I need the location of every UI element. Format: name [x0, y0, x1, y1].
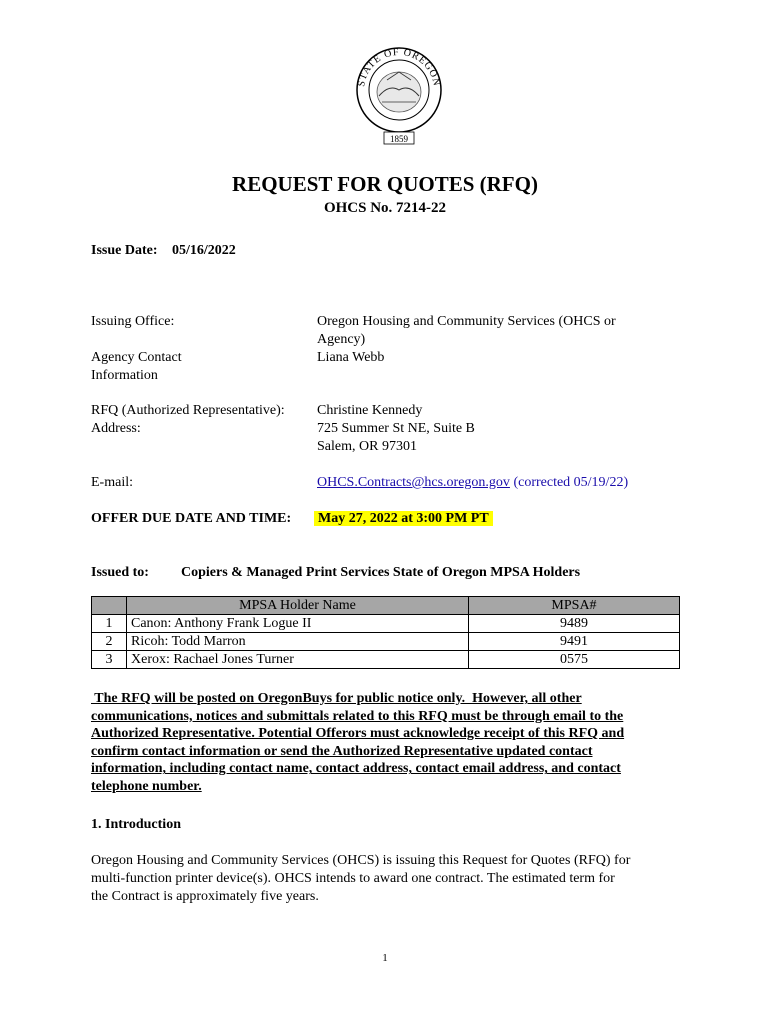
email-link[interactable]: OHCS.Contracts@hcs.oregon.gov: [317, 475, 510, 490]
rfq-number: OHCS No. 7214-22: [323, 200, 447, 216]
table-row: [92, 651, 680, 669]
seal-year: 1859: [390, 134, 408, 144]
rfq-rep-label: RFQ (Authorized Representative):: [91, 403, 285, 418]
row-num: 3: [92, 651, 127, 669]
notice-line: confirm contact information or send the Authorized Representative updated contact: [91, 743, 593, 759]
issue-date-value: 05/16/2022: [172, 243, 236, 258]
issuing-office-value-line2: Agency): [317, 332, 366, 347]
table-row: [92, 633, 680, 651]
body-line: the Contract is approximately five years.: [91, 889, 319, 904]
agency-contact-label-line2: Information: [91, 368, 158, 383]
email-row: [317, 474, 677, 492]
holder-name: Xerox: Rachael Jones Turner: [127, 651, 469, 669]
agency-contact-label-line1: Agency Contact: [91, 350, 182, 365]
rfq-rep-name: Christine Kennedy: [317, 403, 423, 418]
notice-line: telephone number.: [91, 778, 202, 794]
page-number: 1: [382, 952, 388, 964]
mpsa-holders-table: [91, 596, 680, 669]
notice-paragraph: [91, 690, 681, 796]
issuing-office-label: Issuing Office:: [91, 314, 175, 329]
header-num: [92, 597, 127, 615]
address-line2: Salem, OR 97301: [317, 439, 417, 454]
notice-line: The RFQ will be posted on OregonBuys for public notice only. However, all other: [91, 691, 582, 706]
address-line1: 725 Summer St NE, Suite B: [317, 421, 475, 436]
header-mpsa-number: MPSA#: [469, 597, 680, 615]
state-seal: [354, 40, 444, 150]
notice-line: information, including contact name, contact address, contact email address, and contact: [91, 761, 621, 777]
issued-to-label: Issued to:: [91, 565, 149, 580]
table-row: [92, 615, 680, 633]
section-body: [91, 852, 691, 906]
email-correction-note: (corrected 05/19/22): [513, 475, 629, 490]
issued-to-value: Copiers & Managed Print Services State of Oregon MPSA Holders: [181, 565, 581, 580]
table-header-row: [92, 597, 680, 615]
document-title: REQUEST FOR QUOTES (RFQ): [232, 172, 538, 196]
mpsa-number: 9491: [469, 633, 680, 651]
offer-due-value: May 27, 2022 at 3:00 PM PT: [314, 511, 493, 526]
offer-due-label: OFFER DUE DATE AND TIME:: [91, 511, 292, 526]
holder-name: Canon: Anthony Frank Logue II: [127, 615, 469, 633]
body-line: Oregon Housing and Community Services (OHCS) is issuing this Request for Quotes (RFQ) for: [91, 853, 631, 868]
notice-line: communications, notices and submittals related to this RFQ must be through email to the: [91, 708, 624, 724]
agency-contact-value: Liana Webb: [317, 350, 385, 365]
row-num: 1: [92, 615, 127, 633]
issuing-office-value-line1: Oregon Housing and Community Services (OHCS or: [317, 314, 616, 329]
header-holder-name: MPSA Holder Name: [127, 597, 469, 615]
row-num: 2: [92, 633, 127, 651]
seal-text: STATE OF OREGON: [356, 46, 442, 88]
body-line: multi-function printer device(s). OHCS intends to award one contract. The estimated term for: [91, 871, 615, 886]
section-heading: 1. Introduction: [91, 817, 181, 832]
issue-date-label: Issue Date:: [91, 243, 158, 258]
holder-name: Ricoh: Todd Marron: [127, 633, 469, 651]
notice-line: Authorized Representative. Potential Offerors must acknowledge receipt of this RFQ and: [91, 726, 625, 742]
mpsa-number: 0575: [469, 651, 680, 669]
address-label: Address:: [91, 421, 141, 436]
mpsa-number: 9489: [469, 615, 680, 633]
email-label: E-mail:: [91, 475, 133, 490]
